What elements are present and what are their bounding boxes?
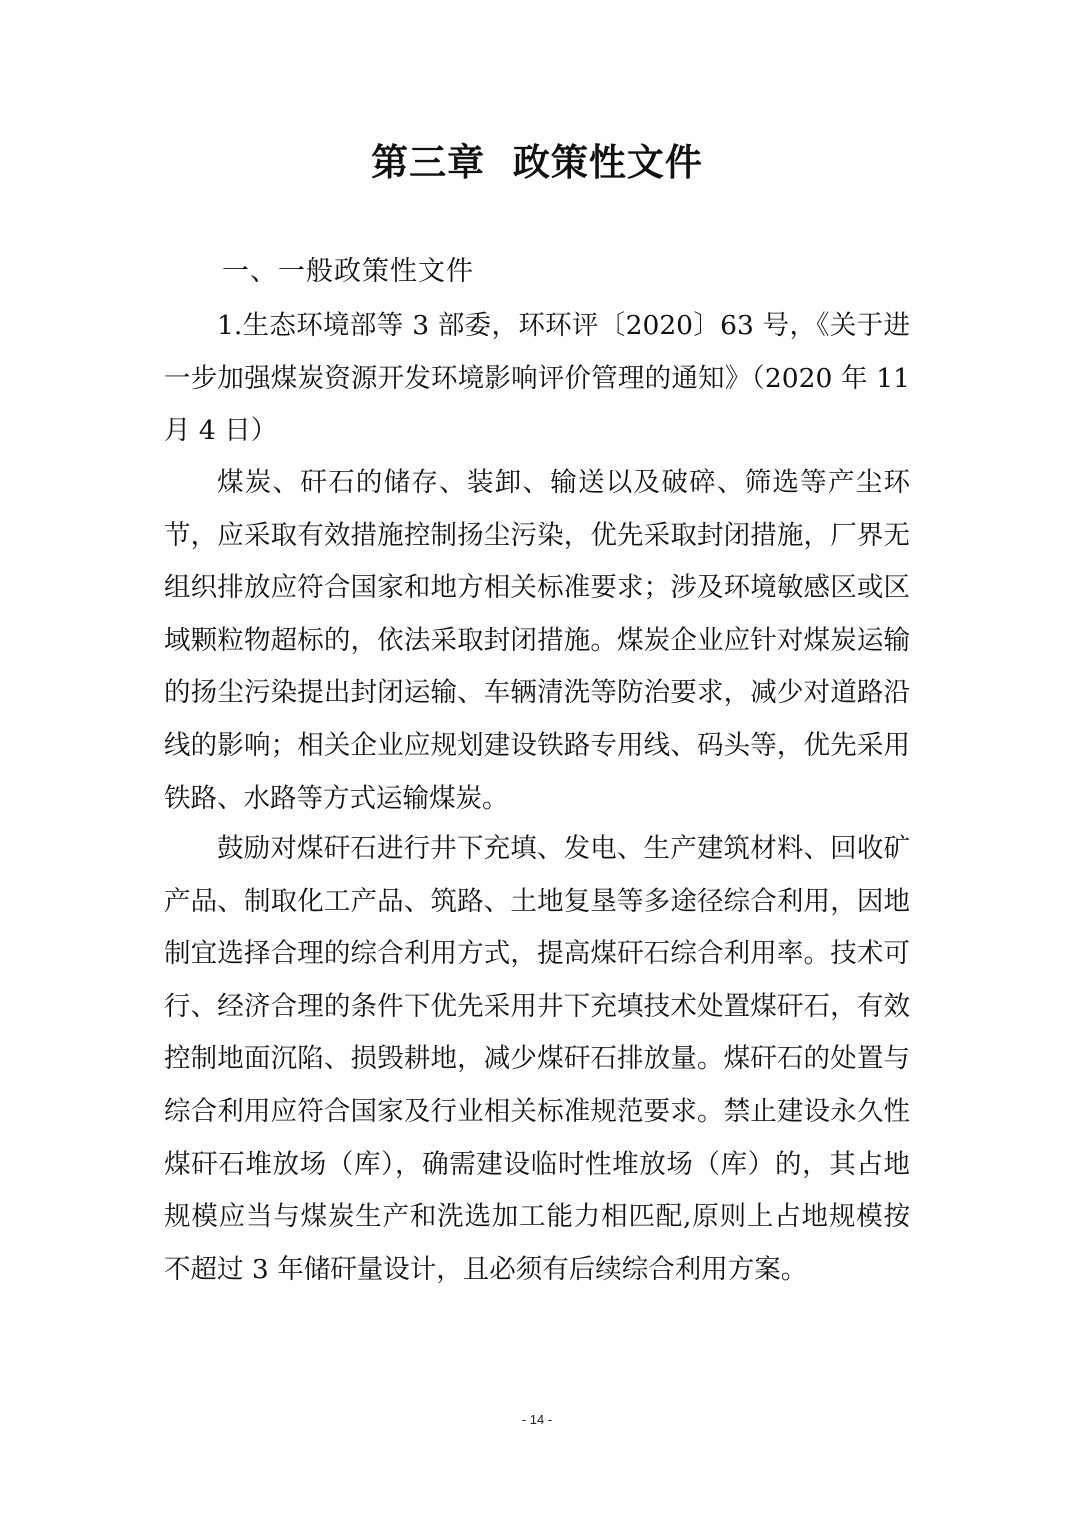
paragraph-dust-control: 煤炭、矸石的储存、装卸、输送以及破碎、筛选等产尘环节，应采取有效措施控制扬尘污染，优先采取封闭措施，厂界无组织排放应符合国家和地方相关标准要求；涉及环境敏感区或区域颗粒物超标的，依法采取封闭措施。煤炭企业应针对煤炭运输的扬尘污染提出封闭运输、车辆清洗等防治要求，减少对道路沿线的影响；相关企业应规划建设铁路专用线、码头等，优先采用铁路、水路等方式运输煤炭。: [164, 467, 910, 814]
chapter-title: 第三章 政策性文件: [371, 141, 703, 184]
paragraph-document-citation: 1.生态环境部等 3 部委，环环评〔2020〕63 号，《关于进一步加强煤炭资源开发环境影响评价管理的通知》（2020 年 11 月 4 日）: [164, 310, 910, 447]
page-number: - 14 -: [521, 1412, 553, 1427]
section-heading: 一、一般政策性文件: [222, 256, 474, 287]
paragraph-gangue-utilization: 鼓励对煤矸石进行井下充填、发电、生产建筑材料、回收矿产品、制取化工产品、筑路、土地复垦等多途径综合利用，因地制宜选择合理的综合利用方式，提高煤矸石综合利用率。技术可行、经济合理的条件下优先采用井下充填技术处置煤矸石，有效控制地面沉陷、损毁耕地，减少煤矸石排放量。煤矸石的处置与综合利用应符合国家及行业相关标准规范要求。禁止建设永久性煤矸石堆放场（库），确需建设临时性堆放场（库）的，其占地规模应当与煤炭生产和洗选加工能力相匹配,原则上占地规模按不超过 3 年储矸量设计，且必须有后续综合利用方案。: [164, 833, 910, 1285]
